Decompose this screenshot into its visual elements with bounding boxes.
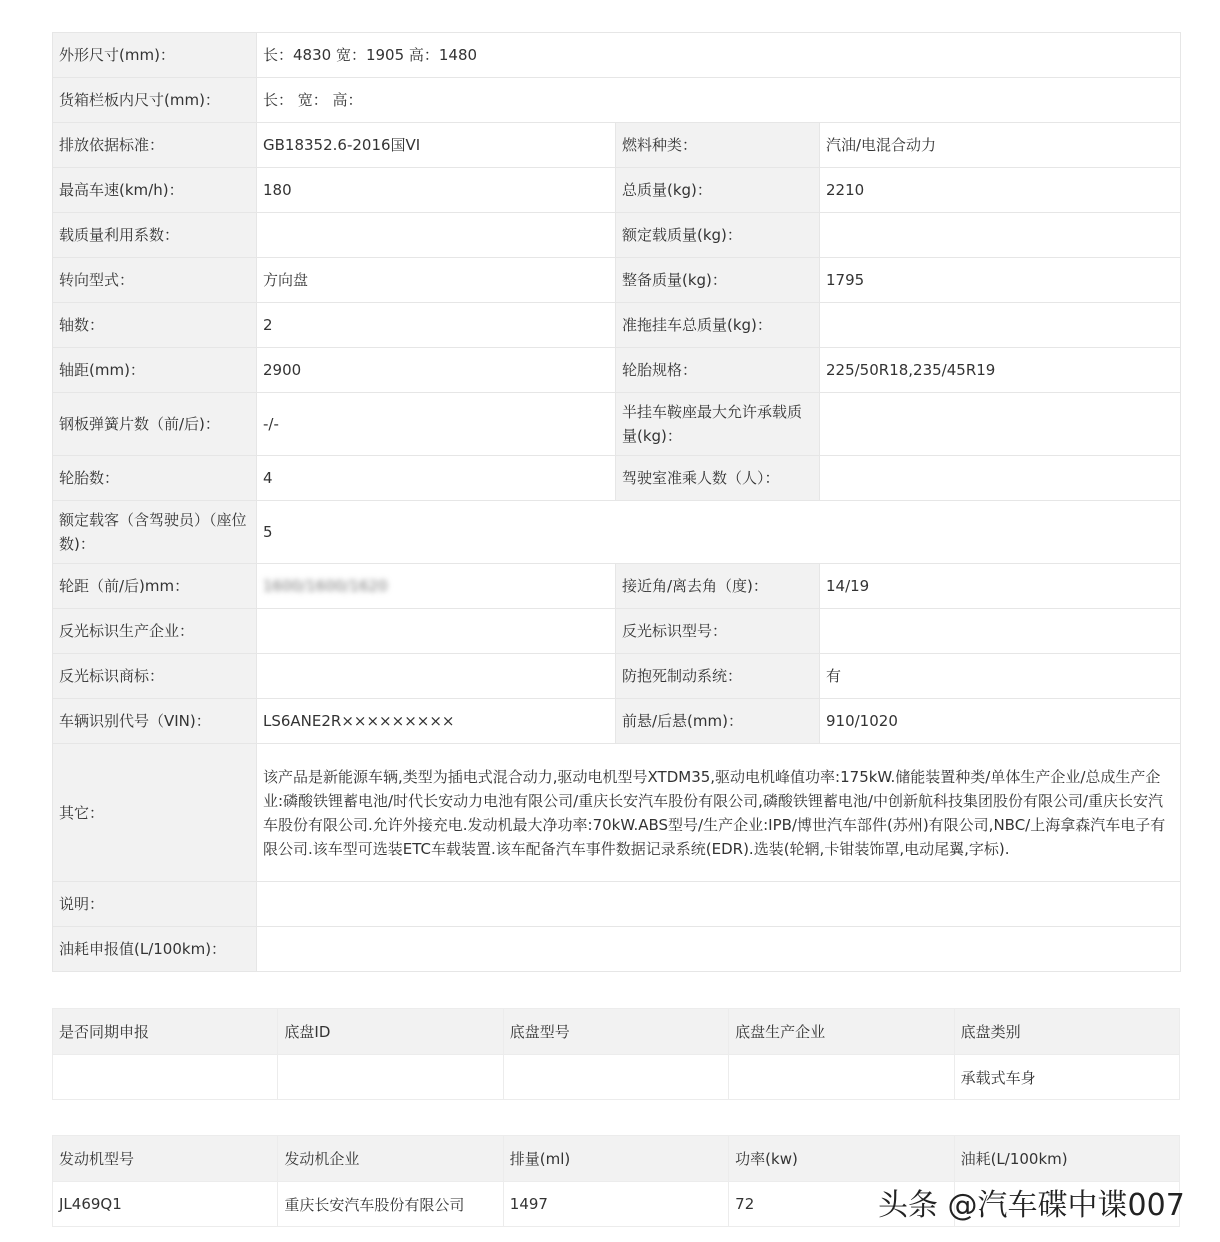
- value-notes: [257, 882, 1181, 927]
- value-load-factor: [257, 213, 616, 258]
- value-track: 1600/1600/1620: [263, 577, 388, 595]
- value-reflective-model: [820, 609, 1181, 654]
- label-overhang: 前悬/后悬(mm)：: [616, 699, 820, 744]
- value-springs: -/-: [257, 393, 616, 456]
- label-tire-count: 轮胎数：: [53, 456, 257, 501]
- value-track-cell: [257, 564, 616, 609]
- spec-row-axles: [53, 303, 1181, 348]
- label-curb-mass: 整备质量(kg)：: [616, 258, 820, 303]
- chassis-cell: [53, 1055, 278, 1100]
- value-approach-angle: 14/19: [820, 564, 1181, 609]
- value-tire-spec: 225/50R18,235/45R19: [820, 348, 1181, 393]
- value-steering: 方向盘: [257, 258, 616, 303]
- spec-row-wheelbase: [53, 348, 1181, 393]
- chassis-header: 底盘型号: [503, 1009, 728, 1055]
- spec-row-steering: [53, 258, 1181, 303]
- engine-header: 排量(ml): [503, 1136, 728, 1182]
- engine-cell: 72: [729, 1182, 954, 1227]
- spec-row-emission: [53, 123, 1181, 168]
- watermark: 头条 @汽车碟中谍007: [878, 1188, 1185, 1223]
- chassis-cell: [503, 1055, 728, 1100]
- chassis-row: [53, 1055, 1180, 1100]
- chassis-cell: [729, 1055, 954, 1100]
- label-emission: 排放依据标准：: [53, 123, 257, 168]
- value-wheelbase: 2900: [257, 348, 616, 393]
- label-seats: 额定载客（含驾驶员）（座位数)：: [53, 501, 257, 564]
- label-reflective-maker: 反光标识生产企业：: [53, 609, 257, 654]
- value-max-speed: 180: [257, 168, 616, 213]
- label-gross-mass: 总质量(kg)：: [616, 168, 820, 213]
- label-fuel-consumption: 油耗申报值(L/100km)：: [53, 927, 257, 972]
- spec-row-vin: [53, 699, 1181, 744]
- value-cargo-box: 长： 宽： 高：: [257, 78, 1181, 123]
- label-steering: 转向型式：: [53, 258, 257, 303]
- spec-row-springs: [53, 393, 1181, 456]
- engine-cell: 重庆长安汽车股份有限公司: [278, 1182, 503, 1227]
- chassis-header: 底盘ID: [278, 1009, 503, 1055]
- label-max-speed: 最高车速(km/h)：: [53, 168, 257, 213]
- value-fuel-type: 汽油/电混合动力: [820, 123, 1181, 168]
- label-reflective-model: 反光标识型号：: [616, 609, 820, 654]
- chassis-header-row: [53, 1009, 1180, 1055]
- label-fuel-type: 燃料种类：: [616, 123, 820, 168]
- value-trailer-mass: [820, 303, 1181, 348]
- engine-header: 发动机型号: [53, 1136, 278, 1182]
- label-other: 其它：: [53, 744, 257, 882]
- spec-row-reflective-brand: [53, 654, 1181, 699]
- chassis-cell: 承载式车身: [954, 1055, 1179, 1100]
- spec-row-seats: [53, 501, 1181, 564]
- value-abs: 有: [820, 654, 1181, 699]
- label-axles: 轴数：: [53, 303, 257, 348]
- value-overhang: 910/1020: [820, 699, 1181, 744]
- value-tire-count: 4: [257, 456, 616, 501]
- value-fuel-consumption: [257, 927, 1181, 972]
- value-dimensions: 长：4830 宽：1905 高：1480: [257, 33, 1181, 78]
- value-curb-mass: 1795: [820, 258, 1181, 303]
- value-rated-load: [820, 213, 1181, 258]
- value-emission: GB18352.6-2016国VI: [257, 123, 616, 168]
- value-cab-occupants: [820, 456, 1181, 501]
- value-reflective-maker: [257, 609, 616, 654]
- label-springs: 钢板弹簧片数（前/后)：: [53, 393, 257, 456]
- value-saddle-load: [820, 393, 1181, 456]
- spec-row-fuel-consumption: [53, 927, 1181, 972]
- label-abs: 防抱死制动系统：: [616, 654, 820, 699]
- engine-header: 功率(kw): [729, 1136, 954, 1182]
- chassis-cell: [278, 1055, 503, 1100]
- label-cargo-box: 货箱栏板内尺寸(mm)：: [53, 78, 257, 123]
- value-seats: 5: [257, 501, 1181, 564]
- chassis-header: 是否同期申报: [53, 1009, 278, 1055]
- label-trailer-mass: 准拖挂车总质量(kg)：: [616, 303, 820, 348]
- chassis-header: 底盘生产企业: [729, 1009, 954, 1055]
- label-tire-spec: 轮胎规格：: [616, 348, 820, 393]
- value-other: 该产品是新能源车辆,类型为插电式混合动力,驱动电机型号XTDM35,驱动电机峰值功率:175kW.储能装置种类/单体生产企业/总成生产企业:磷酸铁锂蓄电池/时代长安动力电池有限公司/重庆长安汽车股份有限公司,磷酸铁锂蓄电池/中创新航科技集团股份有限公司/重庆长安汽车股份有限公司.允许外接充电.发动机最大净功率:70kW.ABS型号/生产企业:IPB/博世汽车部件(苏州)有限公司,NBC/上海拿森汽车电子有限公司.该车型可选装ETC车载装置.该车配备汽车事件数据记录系统(EDR).选装(轮辋,卡钳装饰罩,电动尾翼,字标).: [257, 744, 1181, 882]
- engine-cell: 1497: [503, 1182, 728, 1227]
- spec-row-tires: [53, 456, 1181, 501]
- label-wheelbase: 轴距(mm)：: [53, 348, 257, 393]
- label-vin: 车辆识别代号（VIN)：: [53, 699, 257, 744]
- spec-row-load: [53, 213, 1181, 258]
- engine-header-row: [53, 1136, 1180, 1182]
- chassis-header: 底盘类别: [954, 1009, 1179, 1055]
- value-vin: LS6ANE2R×××××××××: [257, 699, 616, 744]
- label-load-factor: 载质量利用系数：: [53, 213, 257, 258]
- label-saddle-load: 半挂车鞍座最大允许承载质量(kg)：: [616, 393, 820, 456]
- spec-row-notes: [53, 882, 1181, 927]
- label-approach-angle: 接近角/离去角（度)：: [616, 564, 820, 609]
- spec-row-speed: [53, 168, 1181, 213]
- engine-cell: JL469Q1: [53, 1182, 278, 1227]
- label-rated-load: 额定载质量(kg)：: [616, 213, 820, 258]
- label-track: 轮距（前/后)mm：: [53, 564, 257, 609]
- engine-header: 发动机企业: [278, 1136, 503, 1182]
- label-reflective-brand: 反光标识商标：: [53, 654, 257, 699]
- spec-row-dimensions: [53, 33, 1181, 78]
- label-notes: 说明：: [53, 882, 257, 927]
- value-gross-mass: 2210: [820, 168, 1181, 213]
- value-axles: 2: [257, 303, 616, 348]
- spec-row-cargo-box: [53, 78, 1181, 123]
- spec-row-other: [53, 744, 1181, 882]
- label-cab-occupants: 驾驶室准乘人数（人）：: [616, 456, 820, 501]
- engine-header: 油耗(L/100km): [954, 1136, 1179, 1182]
- spec-row-track: [53, 564, 1181, 609]
- spec-row-reflective-maker: [53, 609, 1181, 654]
- value-reflective-brand: [257, 654, 616, 699]
- spec-table: [52, 32, 1181, 972]
- label-dimensions: 外形尺寸(mm)：: [53, 33, 257, 78]
- chassis-table: [52, 1008, 1180, 1100]
